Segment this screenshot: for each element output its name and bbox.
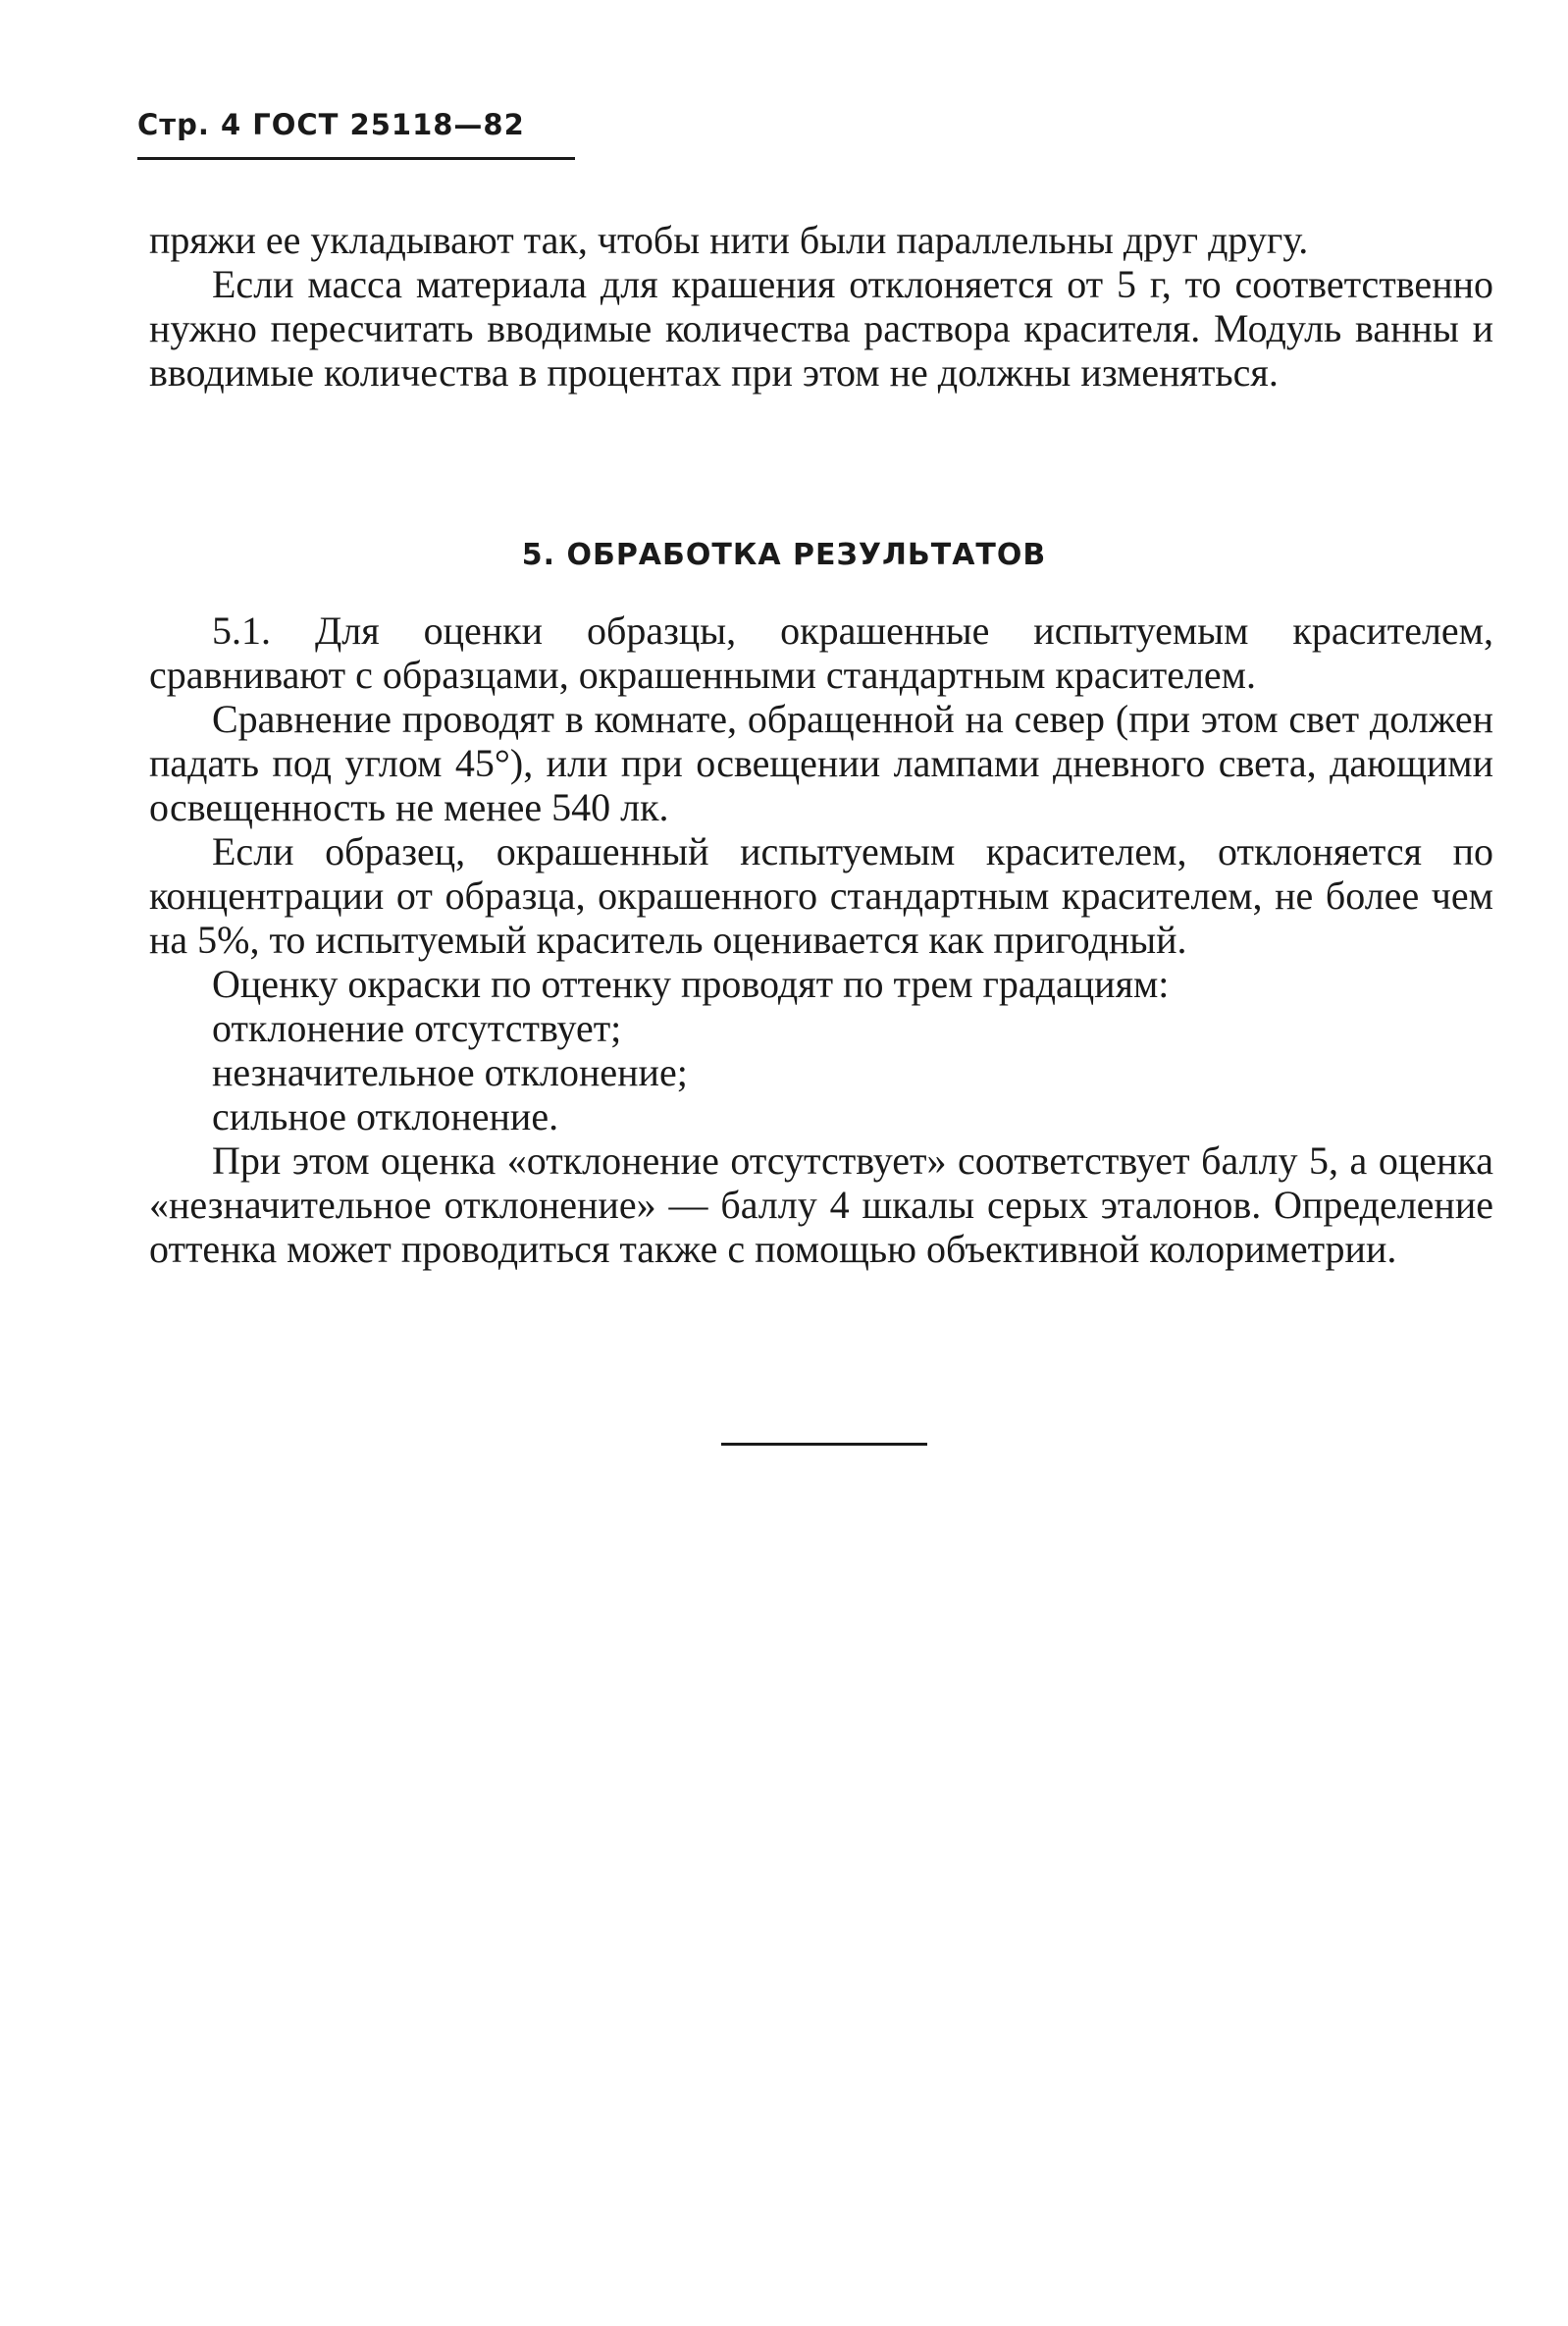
section-paragraph-3: Если образец, окрашенный испытуемым красителем, отклоняется по концентрации от образца, окрашенного стандартным красителем, не более чем на 5%, то испытуемый краситель оценивается как пригодный. xyxy=(149,829,1493,962)
page-header: Стр. 4 ГОСТ 25118—82 xyxy=(137,108,525,141)
header-rule xyxy=(137,157,575,160)
intro-block xyxy=(149,218,1493,395)
section-paragraph-4: Оценку окраски по оттенку проводят по трем градациям: xyxy=(212,962,1170,1006)
intro-paragraph-2: Если масса материала для крашения отклоняется от 5 г, то соответственно нужно пересчитать вводимые количества раствора красителя. Модуль ванны и вводимые количества в процентах при этом не должны изменяться. xyxy=(149,262,1493,395)
section-body xyxy=(149,608,1493,1271)
section-title: 5. ОБРАБОТКА РЕЗУЛЬТАТОВ xyxy=(521,538,1047,572)
section-paragraph-5: При этом оценка «отклонение отсутствует» соответствует баллу 5, а оценка «незначительное отклонение» — баллу 4 шкалы серых эталонов. Определение оттенка может проводиться также с помощью объективной колориметрии. xyxy=(149,1138,1493,1271)
list-item: сильное отклонение. xyxy=(212,1094,559,1138)
intro-paragraph-1: пряжи ее укладывают так, чтобы нити были параллельны друг другу. xyxy=(149,218,1309,262)
list-item: незначительное отклонение; xyxy=(212,1050,688,1094)
section-paragraph-1: 5.1. Для оценки образцы, окрашенные испытуемым красителем, сравнивают с образцами, окрашенными стандартным красителем. xyxy=(149,608,1493,697)
list-item: отклонение отсутствует; xyxy=(212,1006,622,1050)
end-rule xyxy=(721,1443,927,1446)
section-paragraph-2: Сравнение проводят в комнате, обращенной на север (при этом свет должен падать под углом 45°), или при освещении лампами дневного света, дающими освещенность не менее 540 лк. xyxy=(149,697,1493,829)
